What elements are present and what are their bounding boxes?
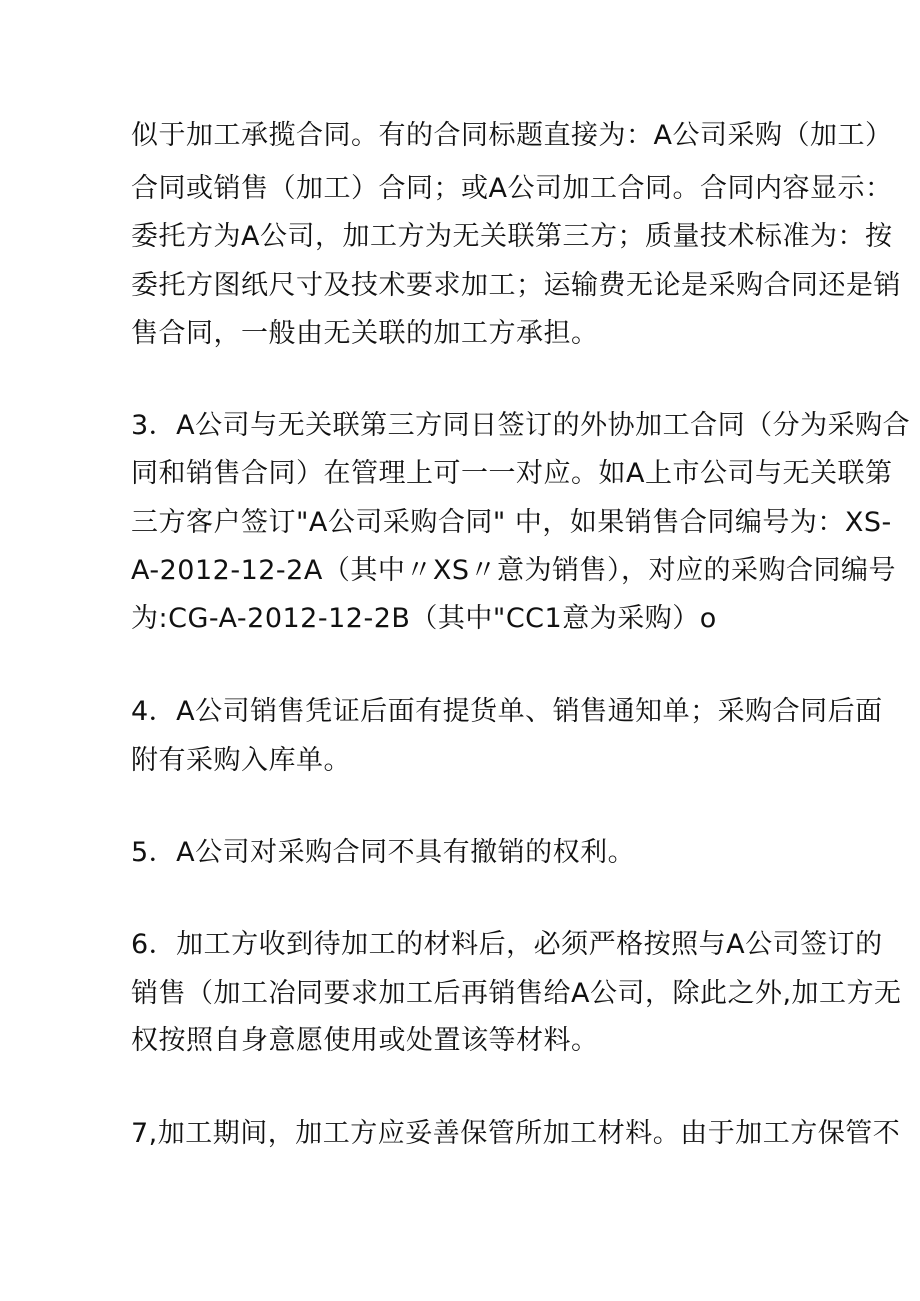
paragraph-1-line-1: 似于加工承揽合同。有的合同标题直接为：A公司采购（加工）	[131, 120, 893, 151]
paragraph-2-line-1: 3．A公司与无关联第三方同日签订的外协加工合同（分为采购合	[131, 410, 911, 441]
paragraph-2-line-5: 为:CG-A-2012-12-2B（其中"CC1意为采购）o	[131, 603, 717, 634]
paragraph-2-line-3: 三方客户签订"A公司采购合同" 中，如果销售合同编号为：XS-	[131, 507, 892, 538]
paragraph-2-line-2: 同和销售合同）在管理上可一一对应。如A上市公司与无关联第	[131, 458, 893, 489]
paragraph-6-line-1: 7,加工期间，加工方应妥善保管所加工材料。由于加工方保管不	[131, 1118, 901, 1149]
paragraph-1-line-5: 售合同，一般由无关联的加工方承担。	[131, 318, 599, 349]
paragraph-1-line-2: 合同或销售（加工）合同；或A公司加工合同。合同内容显示：	[131, 173, 893, 204]
paragraph-3-line-2: 附有采购入库单。	[131, 745, 351, 776]
paragraph-5-line-2: 销售（加工冶同要求加工后再销售给A公司，除此之外,加工方无	[131, 978, 902, 1009]
paragraph-1-line-4: 委托方图纸尺寸及技术要求加工；运输费无论是采购合同还是销	[131, 270, 901, 301]
paragraph-4-line-1: 5．A公司对采购合同不具有撤销的权利。	[131, 837, 636, 868]
paragraph-2-line-4: A-2012-12-2A（其中〃XS〃意为销售），对应的采购合同编号	[131, 555, 896, 586]
paragraph-5-line-3: 权按照自身意愿使用或处置该等材料。	[131, 1025, 599, 1056]
paragraph-1-line-3: 委托方为A公司，加工方为无关联第三方；质量技术标准为：按	[131, 221, 893, 252]
paragraph-5-line-1: 6．加工方收到待加工的材料后，必须严格按照与A公司签订的	[131, 929, 883, 960]
paragraph-3-line-1: 4．A公司销售凭证后面有提货单、销售通知单；采购合同后面	[131, 696, 883, 727]
